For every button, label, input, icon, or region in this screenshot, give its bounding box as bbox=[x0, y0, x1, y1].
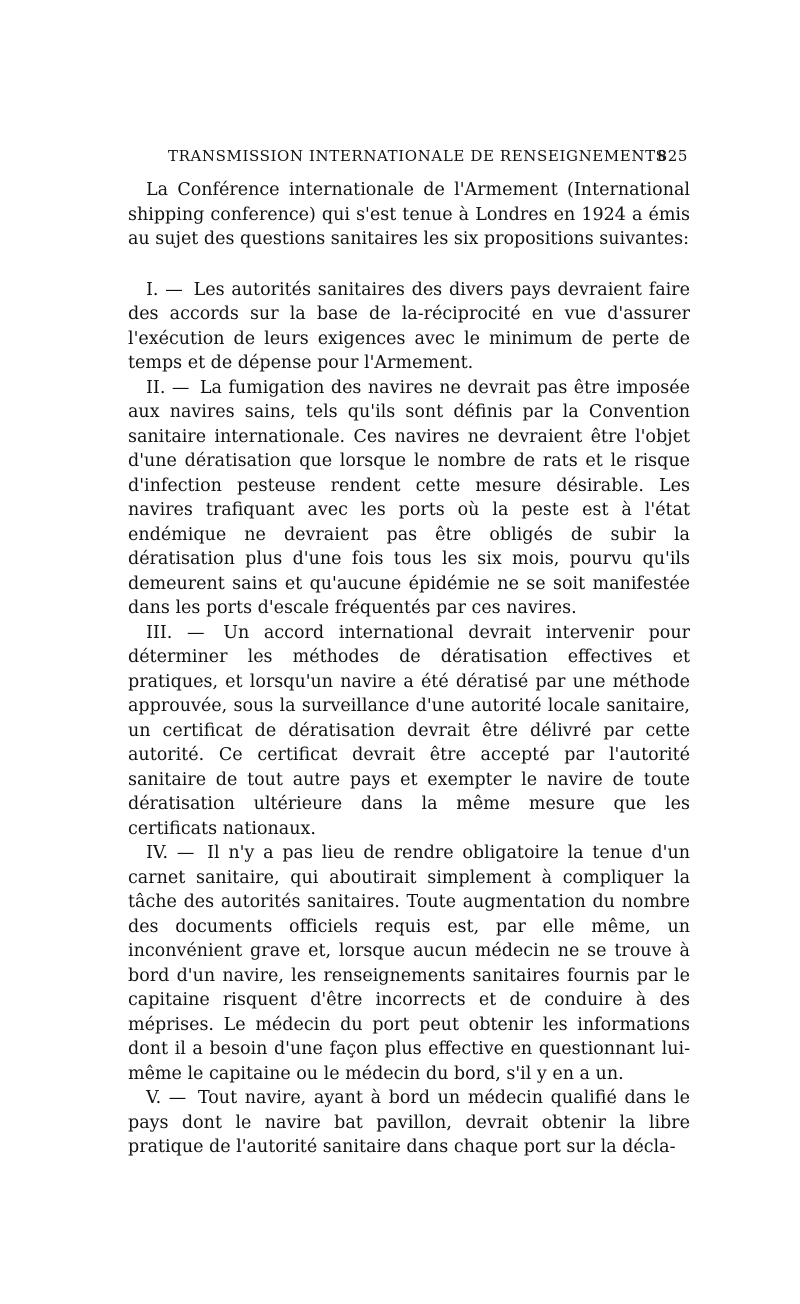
proposition-numeral: II. — bbox=[146, 377, 190, 398]
proposition-text: Tout navire, ayant à bord un médecin qualifié dans le pays dont le navire bat pavillon, devrait obtenir la libre pratique de l'autorité sanitaire dans chaque port sur la décla- bbox=[128, 1088, 690, 1157]
running-title: TRANSMISSION INTERNATIONALE DE RENSEIGNEMENTS bbox=[168, 147, 667, 165]
proposition-text: La fumigation des navires ne devrait pas être imposée aux navires sains, tels qu'ils sont définis par la Convention sanitaire internationale. Ces navires ne devraient être l'objet d'une dératisation que lorsque le nombre de rats et le risque d'infection pesteuse rendent cette mesure désirable. Les navires trafiquant avec les ports où la peste est à l'état endémique ne devraient pas être obligés de subir la dératisation plus d'une fois tous les six mois, pourvu qu'ils demeurent sains et qu'aucune épidémie ne se soit manifestée dans les ports d'escale fréquentés par ces navires. bbox=[128, 377, 690, 618]
proposition-text: Il n'y a pas lieu de rendre obligatoire la tenue d'un carnet sanitaire, qui aboutirait simplement à compliquer la tâche des autorités sanitaires. Toute augmentation du nombre des documents officiels requis est, par elle même, un inconvénient grave et, lorsque aucun médecin ne se trouve à bord d'un navire, les renseignements sanitaires fournis par le capitaine risquent d'être incorrects et de conduire à des méprises. Le médecin du port peut obtenir les informations dont il a besoin d'une façon plus effective en questionnant lui-même le capitaine ou le médecin du bord, s'il y en a un. bbox=[128, 843, 690, 1084]
paragraph-gap bbox=[128, 252, 690, 278]
proposition-5 bbox=[128, 1086, 690, 1160]
proposition-numeral: III. — bbox=[146, 622, 205, 643]
page-number: 825 bbox=[657, 147, 688, 165]
proposition-2 bbox=[128, 376, 690, 621]
running-header bbox=[168, 147, 688, 171]
proposition-4 bbox=[128, 841, 690, 1086]
proposition-1 bbox=[128, 278, 690, 376]
proposition-text: Un accord international devrait intervenir pour déterminer les méthodes de dératisation effectives et pratiques, et lorsqu'un navire a été dératisé par une méthode approuvée, sous la surveillance d'une autorité locale sanitaire, un certificat de dératisation devrait être délivré par cette autorité. Ce certificat devrait être accepté par l'autorité sanitaire de tout autre pays et exempter le navire de toute dératisation ultérieure dans la même mesure que les certificats nationaux. bbox=[128, 622, 690, 839]
proposition-numeral: V. — bbox=[146, 1088, 187, 1108]
intro-paragraph: La Conférence internationale de l'Armement (International shipping conference) qui s'est tenue à Londres en 1924 a émis au sujet des questions sanitaires les six propositions suivantes: bbox=[128, 180, 690, 249]
proposition-text: Les autorités sanitaires des divers pays devraient faire des accords sur la base de la-réciprocité en vue d'assurer l'exécution de leurs exigences avec le minimum de perte de temps et de dépense pour l'Armement. bbox=[128, 279, 690, 373]
proposition-3 bbox=[128, 621, 690, 842]
proposition-numeral: IV. — bbox=[146, 843, 195, 863]
body-text bbox=[128, 178, 690, 1160]
proposition-numeral: I. — bbox=[146, 279, 183, 300]
